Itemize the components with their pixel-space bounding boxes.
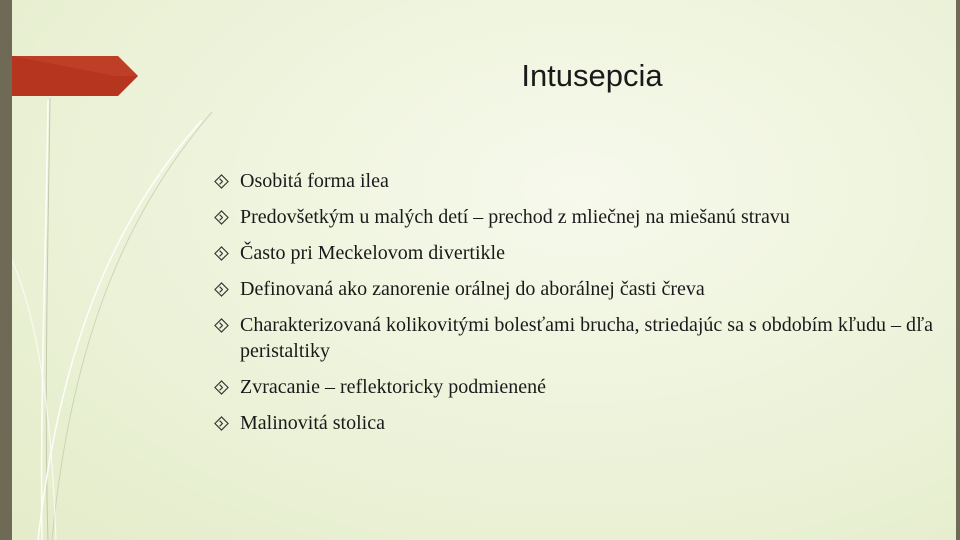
slide-title: Intusepcia — [521, 58, 663, 93]
bullet-text: Predovšetkým u malých detí – prechod z mliečnej na miešanú stravu — [240, 206, 790, 228]
list-item — [214, 410, 934, 436]
diamond-arrow-icon — [214, 374, 240, 400]
list-item — [214, 312, 934, 364]
right-border — [956, 0, 960, 540]
diamond-arrow-icon — [214, 204, 240, 230]
bullet-text: Osobitá forma ilea — [240, 170, 389, 192]
bullet-text: Často pri Meckelovom divertikle — [240, 242, 505, 264]
list-item — [214, 374, 934, 400]
list-item — [214, 276, 934, 302]
diamond-arrow-icon — [214, 312, 240, 338]
bullet-text: Definovaná ako zanorenie orálnej do aborálnej časti čreva — [240, 278, 705, 300]
bullet-text: Charakterizovaná kolikovitými bolesťami brucha, striedajúc sa s obdobím kľudu – dľa peristaltiky — [240, 314, 933, 362]
title-arrow-shape — [12, 56, 138, 96]
list-item — [214, 168, 934, 194]
diamond-arrow-icon — [214, 168, 240, 194]
slide — [12, 0, 960, 540]
diamond-arrow-icon — [214, 276, 240, 302]
list-item — [214, 240, 934, 266]
bullet-text: Zvracanie – reflektoricky podmienené — [240, 376, 546, 398]
diamond-arrow-icon — [214, 240, 240, 266]
diamond-arrow-icon — [214, 410, 240, 436]
list-item — [214, 204, 934, 230]
bullet-text: Malinovitá stolica — [240, 412, 385, 434]
bullet-list — [214, 168, 934, 446]
